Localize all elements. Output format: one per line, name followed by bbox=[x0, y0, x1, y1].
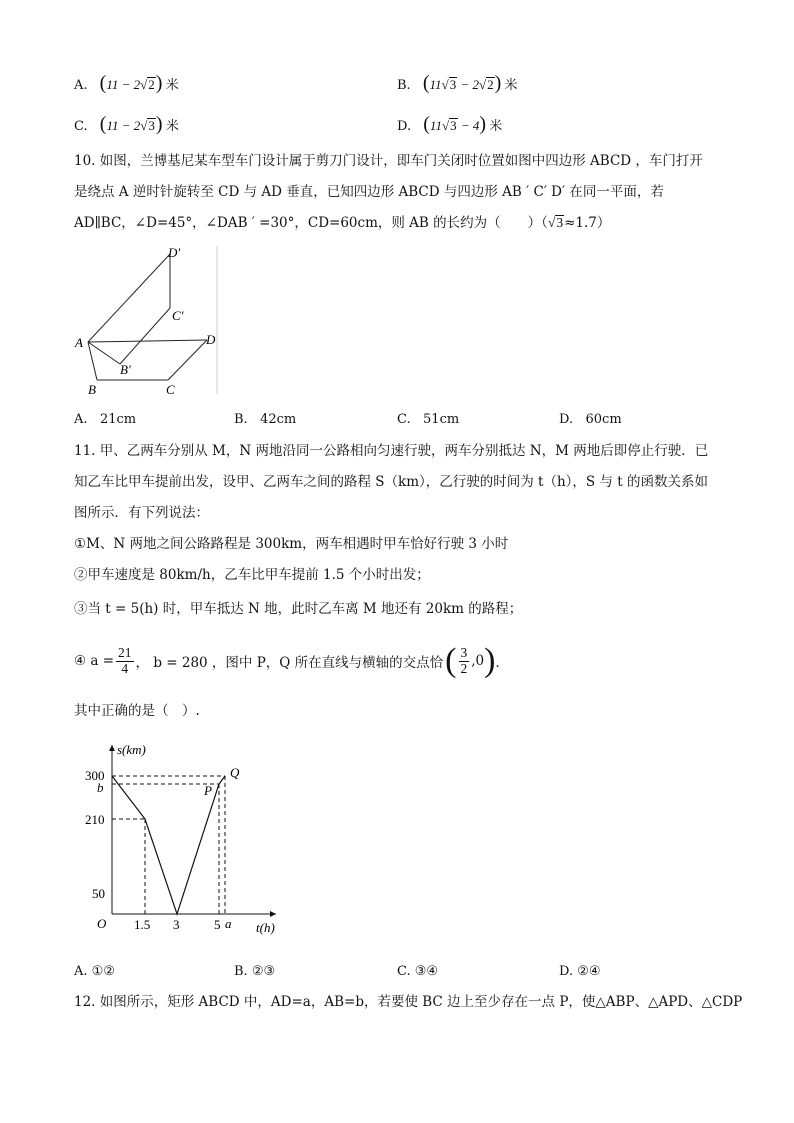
label-a: A bbox=[75, 335, 83, 350]
q9-option-b[interactable]: B. (11√3 − 2√2) 米 bbox=[397, 72, 518, 94]
frac-den: 4 bbox=[121, 660, 129, 676]
option-d-radicand: 3 bbox=[450, 118, 457, 133]
option-letter: B. bbox=[234, 964, 248, 979]
option-text: ②④ bbox=[577, 964, 601, 979]
option-text: 21cm bbox=[99, 412, 137, 427]
x-tick-3: 3 bbox=[173, 917, 180, 932]
frac-num: 3 bbox=[460, 644, 468, 660]
statement4-a: ④ a = bbox=[74, 653, 115, 669]
y-axis-label: s(km) bbox=[117, 742, 146, 757]
label-d: D bbox=[206, 332, 216, 347]
q10-figure bbox=[70, 242, 230, 400]
option-b-mid: − 2 bbox=[457, 77, 479, 92]
x-tick-a: a bbox=[225, 916, 232, 931]
segment-ad bbox=[88, 340, 207, 342]
q11-statement-4: ④ a = $\frac{21}{4}$ ， b = 280 ，图中 P，Q 所在直线与横轴的交点恰 ( $\frac{3}{2}$ ,0 ) ． bbox=[74, 642, 509, 679]
q11-text-line1: 11. 甲、乙两车分别从 M，N 两地沿同一公路相向匀速行驶，两车分别抵达 N，M 两地后即停止行驶．已 bbox=[74, 443, 709, 459]
option-c-radicand: 3 bbox=[148, 118, 155, 133]
option-b-unit: 米 bbox=[504, 78, 518, 93]
q11-ask: 其中正确的是（ ）. bbox=[74, 703, 200, 719]
fraction-a bbox=[116, 646, 134, 677]
segment-c-prime-b-prime bbox=[120, 308, 170, 364]
label-c-prime: C′ bbox=[172, 308, 184, 323]
x-tick-5: 5 bbox=[214, 917, 221, 932]
point-q-label: Q bbox=[230, 765, 240, 780]
option-c-unit: 米 bbox=[165, 119, 179, 134]
q9-option-d[interactable]: D. (11√3 − 4) 米 bbox=[397, 113, 503, 135]
option-b-radicand2: 2 bbox=[487, 77, 494, 92]
option-b-radicand: 3 bbox=[449, 77, 457, 92]
y-tick-b: b bbox=[97, 780, 104, 795]
segment-ad-prime bbox=[88, 254, 170, 342]
option-letter: B. bbox=[397, 78, 411, 93]
option-letter: B. bbox=[234, 412, 248, 427]
y-tick-300: 300 bbox=[85, 768, 105, 783]
q10-option-d[interactable] bbox=[559, 412, 622, 427]
option-text: 60cm bbox=[585, 412, 622, 427]
q11-statement-3: ③当 t = 5(h) 时，甲车抵达 N 地，此时乙车离 M 地还有 20km 的路程； bbox=[74, 601, 523, 617]
point-p-label: P bbox=[204, 783, 212, 798]
q12-text-line1: 12. 如图所示，矩形 ABCD 中，AD=a，AB=b，若要使 BC 边上至少存在一点 P，使△ABP、△APD、△CDP bbox=[74, 994, 743, 1010]
q10-text-line1: 10. 如图，兰博基尼某车型车门设计属于剪刀门设计，即车门关闭时位置如图中四边形 ABCD ，车门打开 bbox=[74, 153, 703, 169]
q11-graph bbox=[80, 735, 290, 945]
q11-text-line2: 知乙车比甲车提前出发，设甲、乙两车之间的路程 S（km），乙行驶的时间为 t（h），S 与 t 的函数关系如 bbox=[74, 474, 708, 490]
option-letter: D. bbox=[559, 964, 574, 979]
option-letter: D. bbox=[559, 412, 574, 427]
q10-line3-a: AD∥BC，∠D=45°，∠DAB ′ =30°，CD=60cm，则 AB 的长约为（ ）（ bbox=[74, 215, 548, 231]
segment-dc bbox=[168, 340, 207, 380]
option-letter: D. bbox=[397, 119, 412, 134]
q10-line3-b: ≈1.7） bbox=[564, 215, 611, 231]
label-d-prime: D′ bbox=[168, 245, 181, 260]
label-b-prime: B′ bbox=[120, 362, 131, 377]
x-axis-label: t(h) bbox=[256, 920, 275, 935]
option-text: 51cm bbox=[423, 412, 460, 427]
label-b: B bbox=[88, 382, 96, 397]
option-letter: C. bbox=[74, 119, 88, 134]
option-letter: A. bbox=[74, 412, 88, 427]
y-tick-50: 50 bbox=[92, 886, 105, 901]
option-a-radicand: 2 bbox=[148, 77, 155, 92]
q10-text-line2: 是绕点 A 逆时针旋转至 CD 与 AD 垂直，已知四边形 ABCD 与四边形 AB ′ C′ D′ 在同一平面，若 bbox=[74, 184, 664, 200]
option-text: ③④ bbox=[414, 964, 439, 979]
q10-option-a[interactable] bbox=[74, 412, 136, 427]
origin-label: O bbox=[97, 916, 107, 931]
option-text: ①② bbox=[91, 964, 115, 979]
q11-text-line3: 图所示．有下列说法： bbox=[74, 505, 209, 521]
q10-option-b[interactable] bbox=[234, 412, 296, 427]
q11-option-b[interactable] bbox=[234, 964, 275, 979]
option-letter: A. bbox=[74, 964, 88, 979]
frac-den: 2 bbox=[460, 660, 468, 676]
x-tick-1-5: 1.5 bbox=[134, 917, 151, 932]
option-c-pre: 11 − 2 bbox=[106, 118, 141, 133]
label-c: C bbox=[166, 382, 175, 397]
option-a-unit: 米 bbox=[165, 78, 179, 93]
option-a-pre: 11 − 2 bbox=[106, 77, 141, 92]
option-d-pre: 11 bbox=[429, 118, 442, 133]
q10-line3-radicand: 3 bbox=[556, 215, 564, 230]
frac-num: 21 bbox=[118, 644, 132, 660]
q11-option-a[interactable] bbox=[74, 964, 115, 979]
q10-text-line3: AD∥BC，∠D=45°，∠DAB ′ =30°，CD=60cm，则 AB 的长约为（ ）（√3≈1.7） bbox=[74, 215, 611, 231]
option-d-unit: 米 bbox=[489, 119, 503, 134]
q9-option-c[interactable]: C. (11 − 2√3) 米 bbox=[74, 113, 179, 135]
fraction-x bbox=[459, 646, 470, 677]
option-d-mid: − 4 bbox=[457, 118, 480, 133]
q11-option-c[interactable] bbox=[397, 964, 438, 979]
option-letter: C. bbox=[397, 412, 411, 427]
q11-option-d[interactable] bbox=[559, 964, 601, 979]
q11-statement-1: ①M、N 两地之间公路路程是 300km，两车相遇时甲车恰好行驶 3 小时 bbox=[74, 536, 509, 552]
option-letter: C. bbox=[397, 964, 411, 979]
q9-option-a[interactable]: A. (11 − 2√2) 米 bbox=[74, 72, 179, 94]
option-b-pre: 11 bbox=[429, 77, 442, 92]
q11-statement-2: ②甲车速度是 80km/h，乙车比甲车提前 1.5 个小时出发； bbox=[74, 567, 430, 583]
y-tick-210: 210 bbox=[85, 812, 105, 827]
statement4-b: ， b = 280 ，图中 P，Q 所在直线与横轴的交点恰 bbox=[135, 655, 444, 671]
q10-option-c[interactable] bbox=[397, 412, 459, 427]
statement4-d: ． bbox=[495, 655, 509, 671]
option-text: 42cm bbox=[260, 412, 297, 427]
option-text: ②③ bbox=[251, 964, 276, 979]
statement4-c: ,0 bbox=[471, 653, 485, 669]
option-letter: A. bbox=[74, 78, 88, 93]
